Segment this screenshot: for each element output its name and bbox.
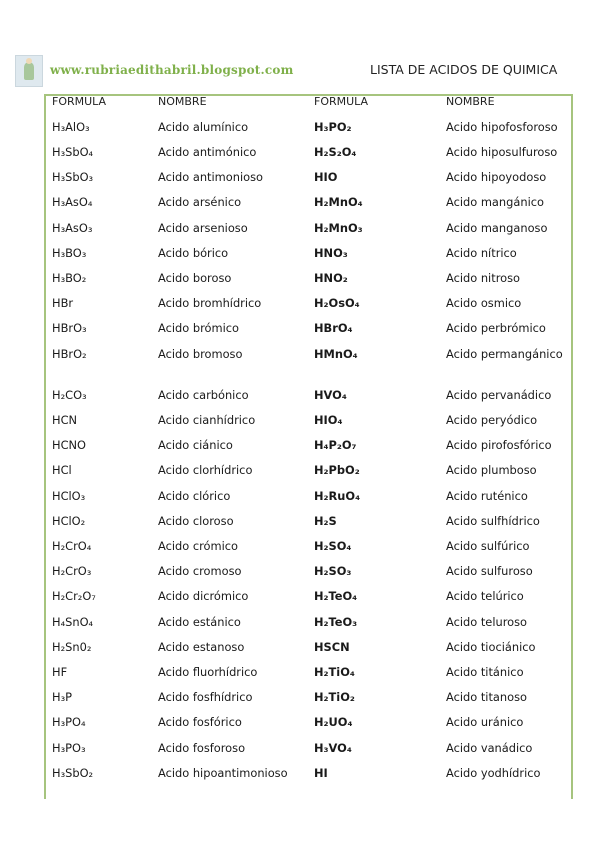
formula-cell: H₃BO₃	[52, 246, 87, 260]
formula-cell: H₄P₂O₇	[314, 438, 357, 452]
name-cell: Acido titánico	[446, 665, 524, 679]
name-cell: Acido peryódico	[446, 413, 538, 427]
formula-cell: H₂PbO₂	[314, 463, 360, 477]
name-cell: Acido ruténico	[446, 489, 528, 503]
formula-cell: H₃SbO₄	[52, 145, 94, 159]
name-cell: Acido sulfúrico	[446, 539, 530, 553]
formula-cell: HIO₄	[314, 413, 343, 427]
name-cell: Acido hiposulfuroso	[446, 145, 558, 159]
formula-cell: HBrO₃	[52, 321, 87, 335]
formula-cell: H₂CrO₃	[52, 564, 92, 578]
formula-cell: HClO₃	[52, 489, 86, 503]
formula-cell: H₂UO₄	[314, 715, 353, 729]
column-header-formula-2: FORMULA	[314, 95, 369, 108]
formula-cell: H₂TeO₃	[314, 615, 358, 629]
formula-cell: H₄SnO₄	[52, 615, 94, 629]
formula-cell: H₂OsO₄	[314, 296, 360, 310]
name-cell: Acido ciánico	[158, 438, 233, 452]
formula-cell: H₂S	[314, 514, 337, 528]
name-cell: Acido titanoso	[446, 690, 528, 704]
name-cell: Acido bromoso	[158, 347, 243, 361]
formula-cell: HMnO₄	[314, 347, 358, 361]
formula-cell: H₃SbO₂	[52, 766, 94, 780]
formula-cell: H₂SO₄	[314, 539, 352, 553]
formula-cell: H₂TiO₂	[314, 690, 355, 704]
formula-cell: HClO₂	[52, 514, 86, 528]
formula-cell: H₂RuO₄	[314, 489, 361, 503]
formula-cell: H₃BO₂	[52, 271, 87, 285]
name-cell: Acido osmico	[446, 296, 522, 310]
name-cell: Acido clorhídrico	[158, 463, 253, 477]
formula-cell: HI	[314, 766, 328, 780]
formula-cell: HBr	[52, 296, 74, 310]
name-cell: Acido tiociánico	[446, 640, 536, 654]
name-cell: Acido nitroso	[446, 271, 520, 285]
name-cell: Acido manganoso	[446, 221, 548, 235]
formula-cell: H₃VO₄	[314, 741, 352, 755]
formula-cell: HBrO₄	[314, 321, 353, 335]
name-cell: Acido bromhídrico	[158, 296, 262, 310]
name-cell: Acido arsénico	[158, 195, 242, 209]
name-cell: Acido pervanádico	[446, 388, 552, 402]
name-cell: Acido dicrómico	[158, 589, 249, 603]
name-cell: Acido mangánico	[446, 195, 544, 209]
name-cell: Acido cianhídrico	[158, 413, 256, 427]
name-cell: Acido sulfuroso	[446, 564, 533, 578]
name-cell: Acido sulfhídrico	[446, 514, 540, 528]
name-cell: Acido plumboso	[446, 463, 537, 477]
formula-cell: H₃AlO₃	[52, 120, 90, 134]
name-cell: Acido fluorhídrico	[158, 665, 258, 679]
name-cell: Acido estánico	[158, 615, 241, 629]
formula-cell: H₃P	[52, 690, 73, 704]
formula-cell: H₂TiO₄	[314, 665, 355, 679]
formula-cell: HBrO₂	[52, 347, 87, 361]
name-cell: Acido bórico	[158, 246, 229, 260]
formula-cell: HCN	[52, 413, 78, 427]
name-cell: Acido clórico	[158, 489, 231, 503]
formula-cell: H₂CrO₄	[52, 539, 92, 553]
formula-cell: HCl	[52, 463, 72, 477]
site-url: www.rubriaedithabril.blogspot.com	[50, 63, 294, 77]
blog-logo-image	[15, 55, 43, 87]
formula-cell: H₃AsO₃	[52, 221, 93, 235]
formula-cell: H₂SO₃	[314, 564, 352, 578]
name-cell: Acido arsenioso	[158, 221, 248, 235]
formula-cell: HVO₄	[314, 388, 347, 402]
name-cell: Acido fosfórico	[158, 715, 242, 729]
formula-cell: H₃PO₄	[52, 715, 86, 729]
formula-cell: H₂CO₃	[52, 388, 87, 402]
formula-cell: H₂Cr₂O₇	[52, 589, 96, 603]
name-cell: Acido boroso	[158, 271, 232, 285]
name-cell: Acido cromoso	[158, 564, 242, 578]
formula-cell: H₂TeO₄	[314, 589, 358, 603]
name-cell: Acido teluroso	[446, 615, 528, 629]
name-cell: Acido vanádico	[446, 741, 533, 755]
name-cell: Acido carbónico	[158, 388, 249, 402]
formula-cell: HSCN	[314, 640, 350, 654]
name-cell: Acido brómico	[158, 321, 239, 335]
logo-figure	[24, 62, 34, 80]
name-cell: Acido yodhídrico	[446, 766, 541, 780]
name-cell: Acido uránico	[446, 715, 524, 729]
name-cell: Acido hipofosforoso	[446, 120, 558, 134]
name-cell: Acido telúrico	[446, 589, 524, 603]
name-cell: Acido pirofosfórico	[446, 438, 552, 452]
name-cell: Acido antimónico	[158, 145, 257, 159]
name-cell: Acido fosforoso	[158, 741, 246, 755]
name-cell: Acido hipoyodoso	[446, 170, 547, 184]
name-cell: Acido estanoso	[158, 640, 245, 654]
formula-cell: HIO	[314, 170, 338, 184]
formula-cell: H₃PO₂	[314, 120, 352, 134]
name-cell: Acido fosfhídrico	[158, 690, 253, 704]
column-header-formula-1: FORMULA	[52, 95, 107, 108]
column-header-nombre-2: NOMBRE	[446, 95, 495, 108]
formula-cell: HNO₂	[314, 271, 348, 285]
name-cell: Acido alumínico	[158, 120, 249, 134]
formula-cell: H₃AsO₄	[52, 195, 93, 209]
document-title: LISTA DE ACIDOS DE QUIMICA	[370, 62, 558, 77]
formula-cell: H₂Sn0₂	[52, 640, 92, 654]
formula-cell: HF	[52, 665, 68, 679]
formula-cell: H₂MnO₄	[314, 195, 363, 209]
formula-cell: H₂S₂O₄	[314, 145, 357, 159]
name-cell: Acido nítrico	[446, 246, 517, 260]
name-cell: Acido cloroso	[158, 514, 234, 528]
formula-cell: H₃SbO₃	[52, 170, 94, 184]
formula-cell: H₂MnO₃	[314, 221, 363, 235]
name-cell: Acido permangánico	[446, 347, 563, 361]
formula-cell: HCNO	[52, 438, 87, 452]
name-cell: Acido perbrómico	[446, 321, 546, 335]
column-header-nombre-1: NOMBRE	[158, 95, 207, 108]
logo-head	[26, 58, 32, 64]
name-cell: Acido hipoantimonioso	[158, 766, 288, 780]
formula-cell: H₃PO₃	[52, 741, 86, 755]
formula-cell: HNO₃	[314, 246, 348, 260]
name-cell: Acido antimonioso	[158, 170, 263, 184]
name-cell: Acido crómico	[158, 539, 238, 553]
